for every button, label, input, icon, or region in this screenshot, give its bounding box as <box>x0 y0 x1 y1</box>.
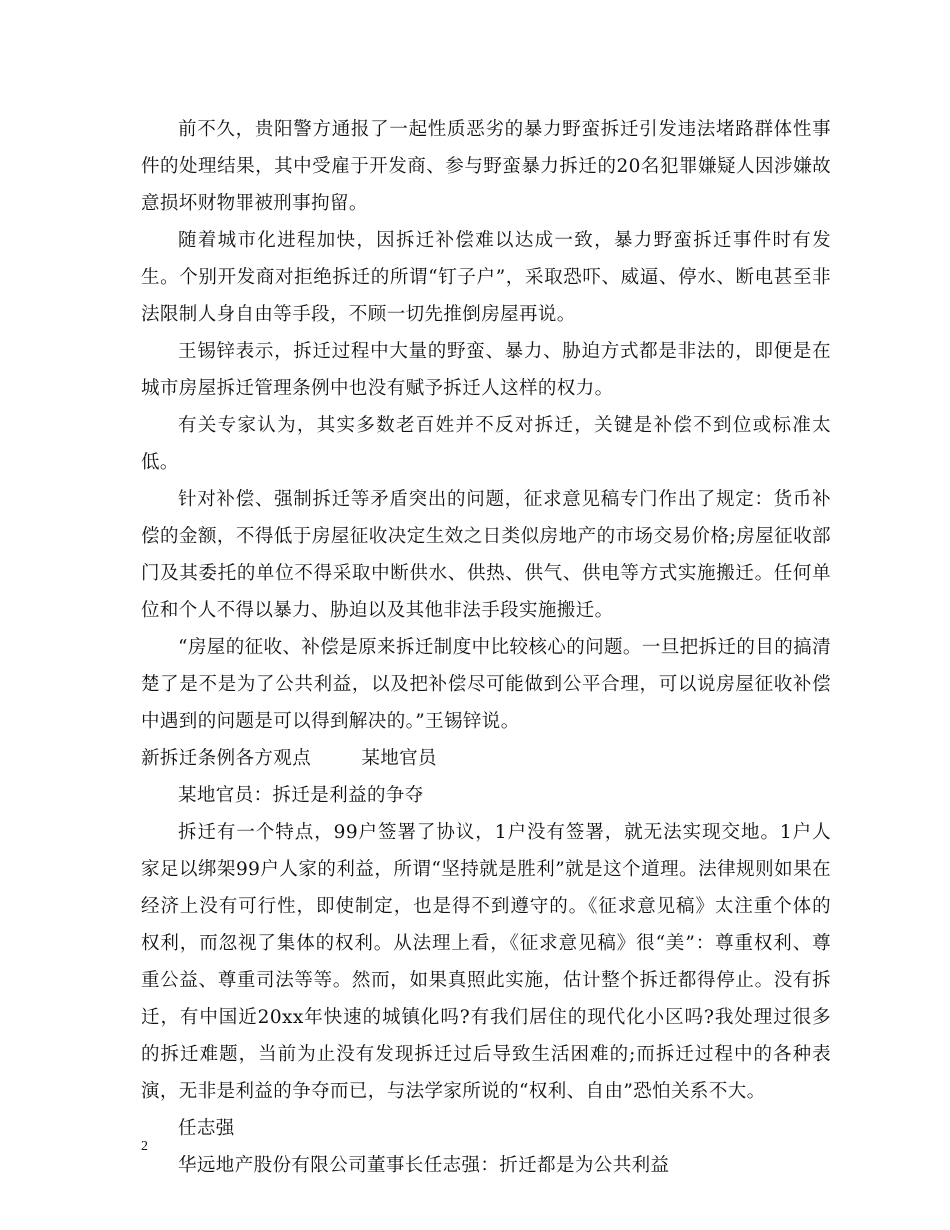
document-body <box>141 111 831 1184</box>
subheading: 某地官员：拆迁是利益的争夺 <box>178 785 424 806</box>
paragraph: 拆迁有一个特点，99户签署了协议，1户没有签署，就无法实现交地。1户人家足以绑架99户人家的利益，所谓“坚持就是胜利”就是这个道理。法律规则如果在经济上没有可行性，即使制定，也是得不到遵守的。《征求意见稿》太注重个体的权利，而忽视了集体的权利。从法理上看，《征求意见稿》很“美”：尊重权利、尊重公益、尊重司法等等。然而，如果真照此实施，估计整个拆迁都得停止。没有拆迁，有中国近20xx年快速的城镇化吗?有我们居住的现代化小区吗?我处理过很多的拆迁难题，当前为止没有发现拆迁过后导致生活困难的;而拆迁过程中的各种表演，无非是利益的争夺而已，与法学家所说的“权利、自由”恐怕关系不大。 <box>141 822 831 1102</box>
subheading: 华远地产股份有限公司董事长任志强：折迁都是为公共利益 <box>178 1155 670 1176</box>
paragraph: 前不久，贵阳警方通报了一起性质恶劣的暴力野蛮拆迁引发违法堵路群体性事件的处理结果，其中受雇于开发商、参与野蛮暴力拆迁的20名犯罪嫌疑人因涉嫌故意损坏财物罪被刑事拘留。 <box>141 119 831 214</box>
page-number: 2 <box>141 1139 148 1154</box>
paragraph: 有关专家认为，其实多数老百姓并不反对拆迁，关键是补偿不到位或标准太低。 <box>141 415 831 473</box>
paragraph: 随着城市化进程加快，因拆迁补偿难以达成一致，暴力野蛮拆迁事件时有发生。个别开发商对拒绝拆迁的所谓“钉子户”，采取恐吓、威逼、停水、断电甚至非法限制人身自由等手段，不顾一切先推倒房屋再说。 <box>141 230 831 325</box>
paragraph: “房屋的征收、补偿是原来拆迁制度中比较核心的问题。一旦把拆迁的目的搞清楚了是不是为了公共利益，以及把补偿尽可能做到公平合理，可以说房屋征收补偿中遇到的问题是可以得到解决的。”王锡锌说。 <box>141 637 831 732</box>
paragraph: 王锡锌表示，拆迁过程中大量的野蛮、暴力、胁迫方式都是非法的，即便是在城市房屋拆迁管理条例中也没有赋予拆迁人这样的权力。 <box>141 341 831 399</box>
paragraph: 针对补偿、强制拆迁等矛盾突出的问题，征求意见稿专门作出了规定：货币补偿的金额，不得低于房屋征收决定生效之日类似房地产的市场交易价格;房屋征收部门及其委托的单位不得采取中断供水、供热、供气、供电等方式实施搬迁。任何单位和个人不得以暴力、胁迫以及其他非法手段实施搬迁。 <box>141 489 831 621</box>
speaker-name: 任志强 <box>178 1118 235 1139</box>
section-heading: 新拆迁条例各方观点 某地官员 <box>141 748 437 769</box>
